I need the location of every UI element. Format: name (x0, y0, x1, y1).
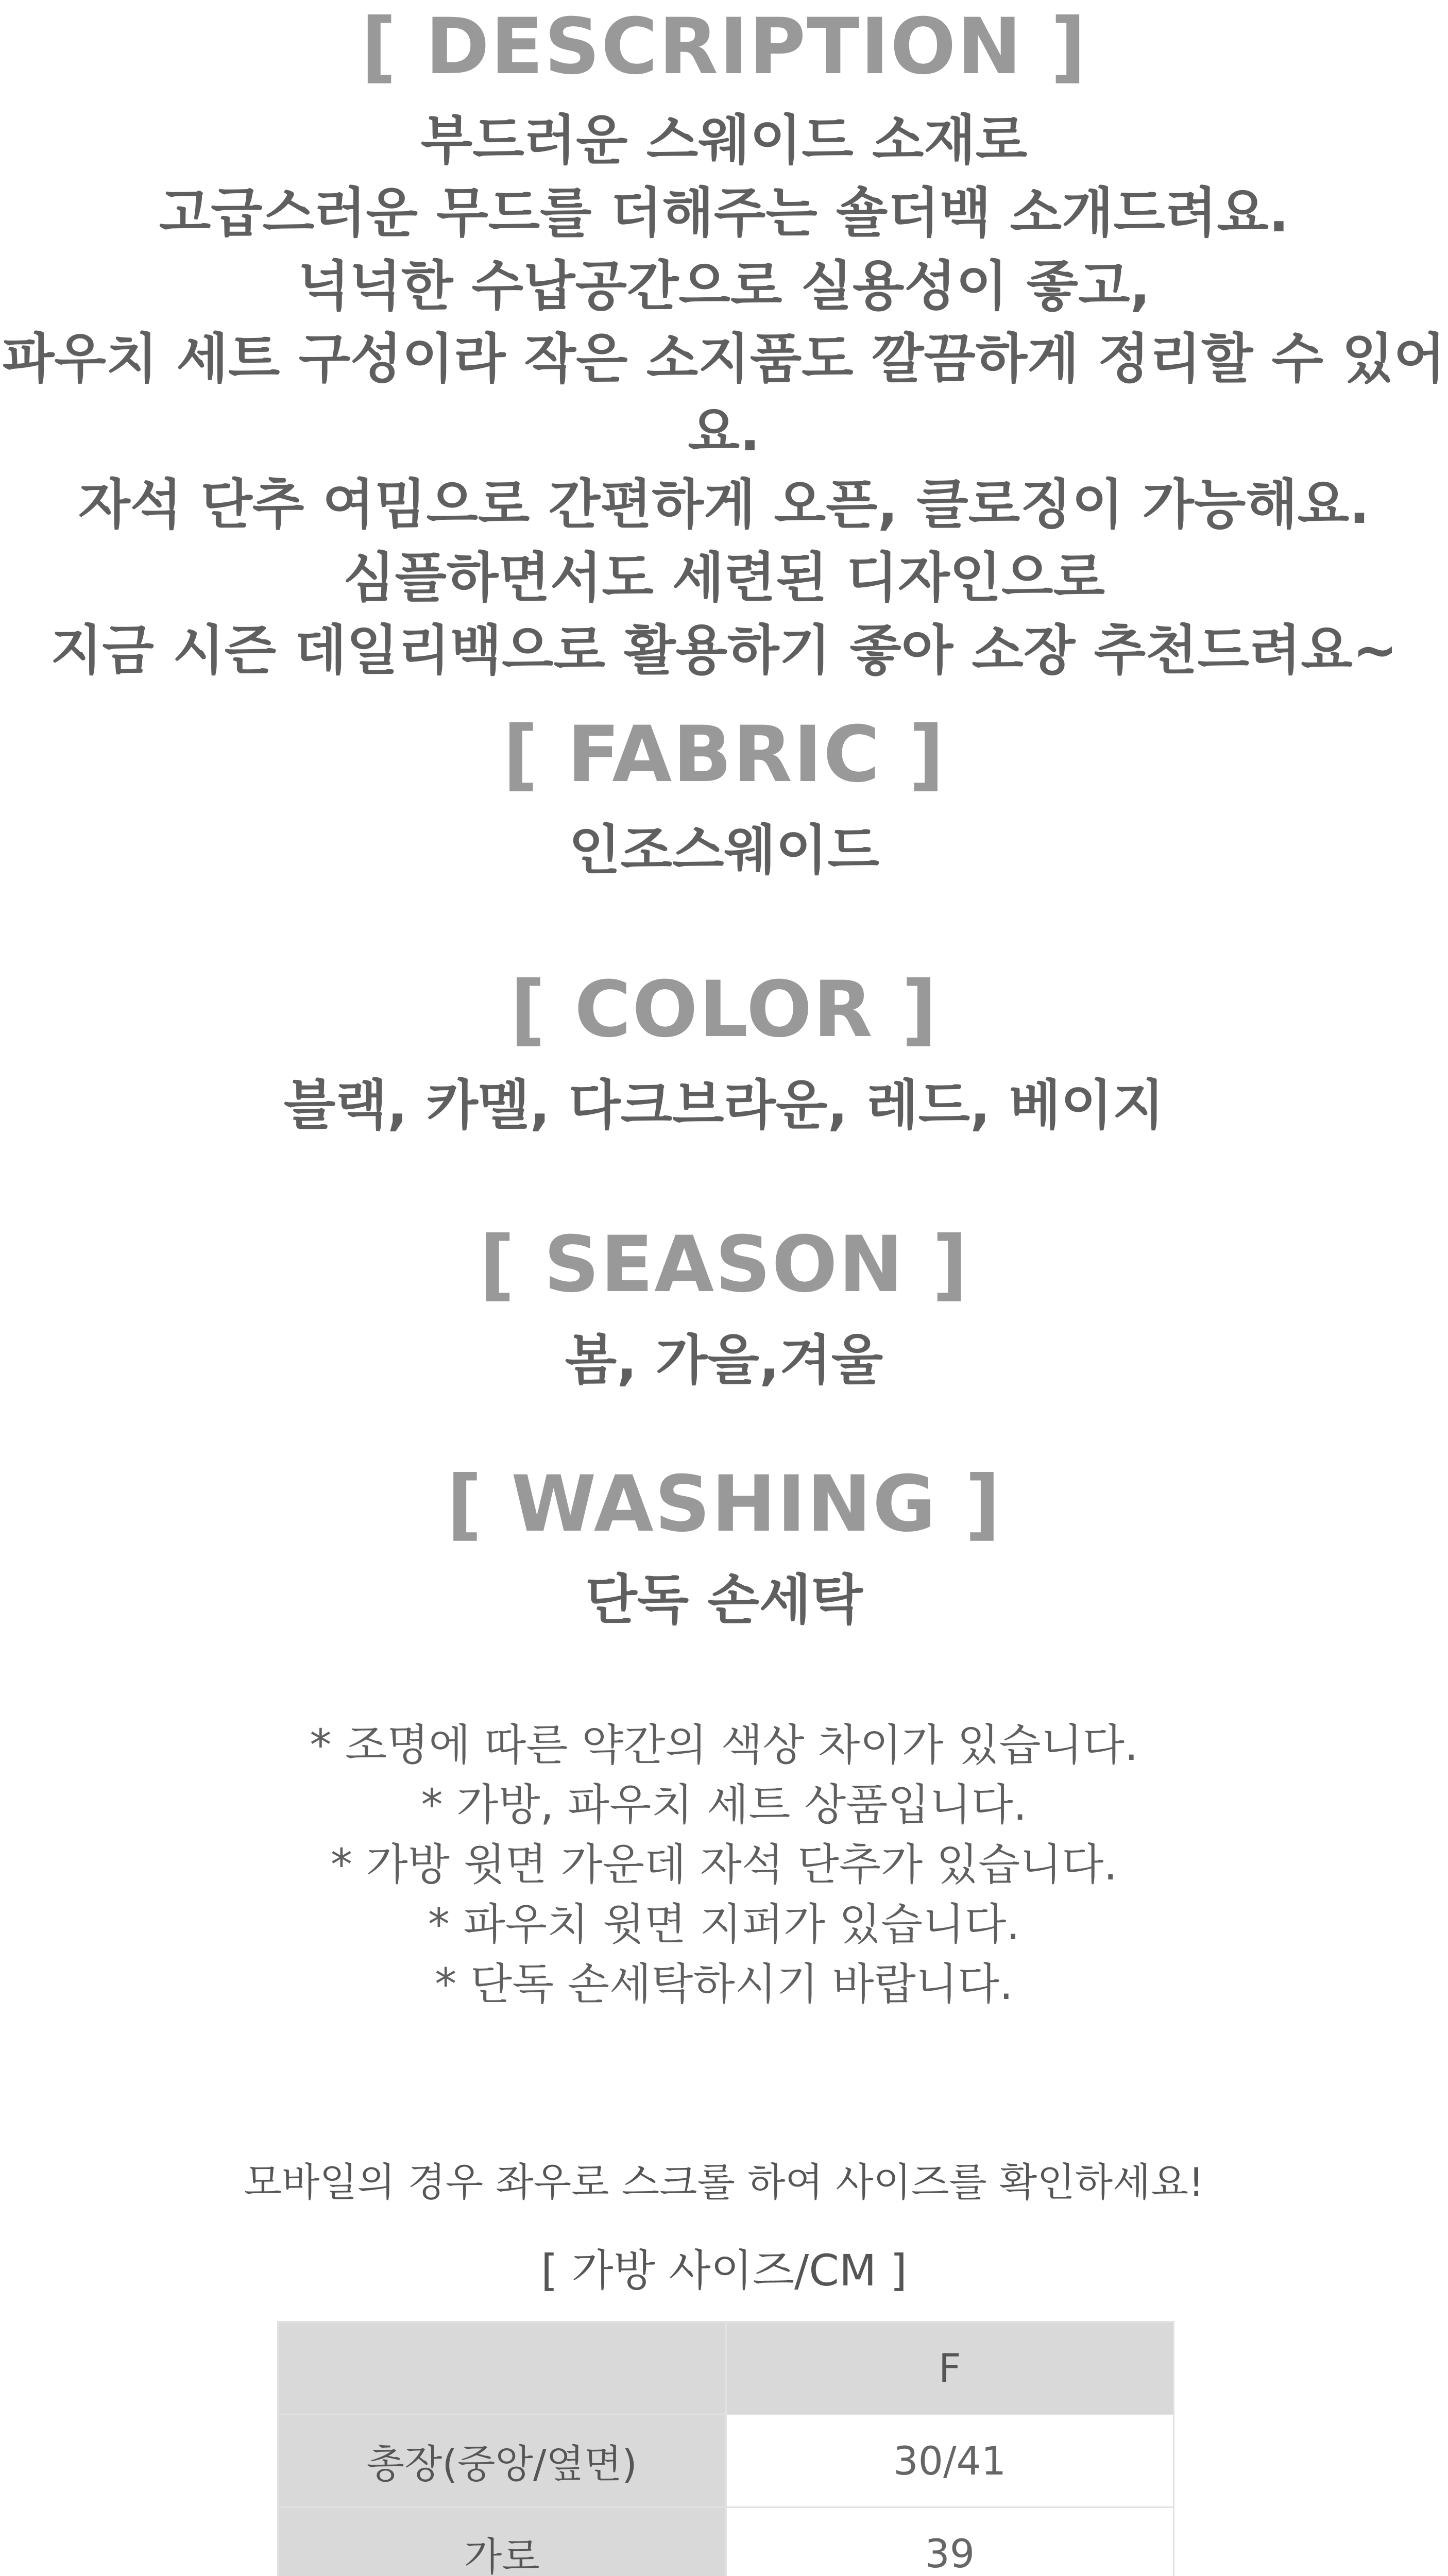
washing-section (0, 1460, 1448, 1636)
season-title: [ SEASON ] (479, 1220, 969, 1310)
washing-title: [ WASHING ] (447, 1460, 1001, 1549)
description-section (0, 2, 1448, 687)
table-row (278, 2322, 1174, 2415)
size-column-header: F (726, 2322, 1174, 2415)
description-line: 파우치 세트 구성이라 작은 소지품도 깔끔하게 정리할 수 있어요. (2, 327, 1446, 463)
size-table-title: [ 가방 사이즈/CM ] (541, 2245, 907, 2296)
washing-value: 단독 손세탁 (585, 1568, 863, 1631)
notes-list (0, 1716, 1448, 2014)
table-row (278, 2415, 1174, 2507)
fabric-title: [ FABRIC ] (503, 710, 945, 800)
mobile-scroll-hint: 모바일의 경우 좌우로 스크롤 하여 사이즈를 확인하세요! (244, 2159, 1204, 2205)
color-title: [ COLOR ] (510, 965, 938, 1055)
description-line: 자석 단추 여밈으로 간편하게 오픈, 클로징이 가능해요. (78, 473, 1370, 536)
note-item: * 가방 윗면 가운데 자석 단추가 있습니다. (330, 1839, 1118, 1890)
size-row-label: 총장(중앙/옆면) (278, 2415, 726, 2507)
description-line: 부드러운 스웨이드 소재로 (420, 109, 1028, 172)
color-section (0, 965, 1448, 1142)
fabric-value: 인조스웨이드 (569, 819, 879, 882)
season-section (0, 1220, 1448, 1397)
table-row (278, 2507, 1174, 2576)
size-row-value: 39 (726, 2507, 1174, 2576)
size-row-label: 가로 (278, 2507, 726, 2576)
season-value: 봄, 가을,겨울 (565, 1329, 883, 1392)
note-item: * 단독 손세탁하시기 바랍니다. (435, 1958, 1013, 2009)
note-item: * 파우치 윗면 지퍼가 있습니다. (428, 1899, 1020, 1950)
size-row-value: 30/41 (726, 2415, 1174, 2507)
color-value: 블랙, 카멜, 다크브라운, 레드, 베이지 (283, 1074, 1165, 1137)
table-corner-cell (278, 2322, 726, 2415)
description-title: [ DESCRIPTION ] (361, 2, 1087, 92)
description-line: 고급스러운 무드를 더해주는 숄더백 소개드려요. (159, 181, 1289, 245)
description-body (0, 104, 1448, 687)
note-item: * 가방, 파우치 세트 상품입니다. (421, 1779, 1027, 1830)
description-line: 지금 시즌 데일리백으로 활용하기 좋아 소장 추천드려요~ (50, 619, 1398, 682)
size-table (277, 2321, 1174, 2576)
note-item: * 조명에 따른 약간의 색상 차이가 있습니다. (310, 1720, 1138, 1770)
description-line: 심플하면서도 세련된 디자인으로 (343, 546, 1105, 609)
fabric-section (0, 710, 1448, 887)
description-line: 넉넉한 수납공간으로 실용성이 좋고, (297, 254, 1151, 317)
